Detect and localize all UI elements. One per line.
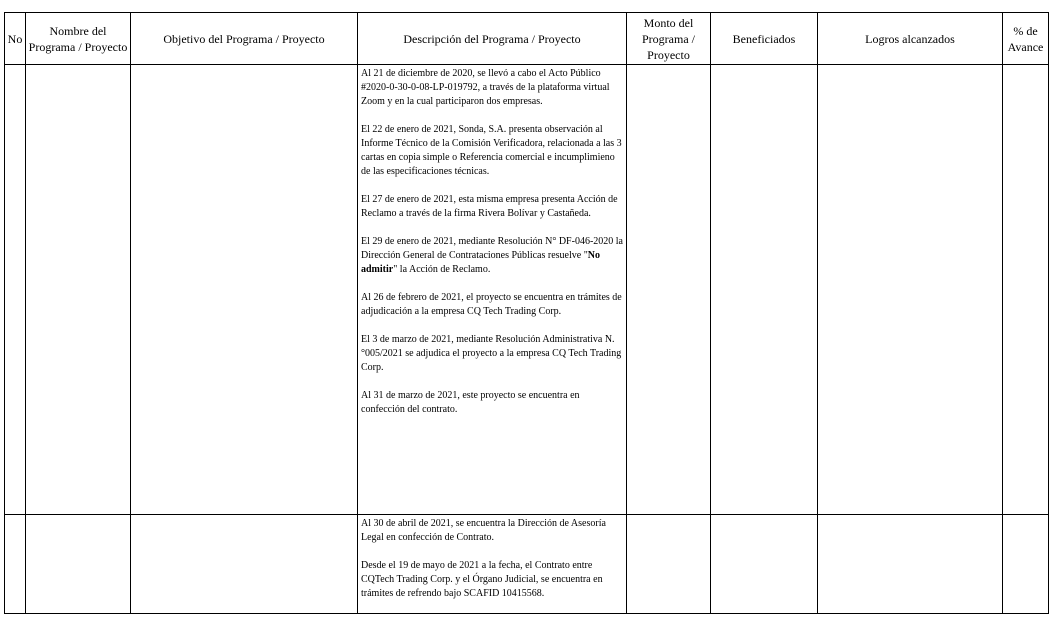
cell-logros xyxy=(818,515,1003,614)
cell-monto xyxy=(627,515,711,614)
cell-logros xyxy=(818,65,1003,515)
cell-objetivo xyxy=(131,515,358,614)
cell-nombre xyxy=(26,65,131,515)
header-descripcion: Descripción del Programa / Proyecto xyxy=(358,13,627,65)
description-paragraph: El 27 de enero de 2021, esta misma empresa presenta Acción de Reclamo a través de la firma Rivera Bolívar y Castañeda. xyxy=(361,194,618,219)
header-objetivo: Objetivo del Programa / Proyecto xyxy=(131,13,358,65)
description-text: El 29 de enero de 2021, mediante Resolución N° DF-046-2020 la Dirección General de Contrataciones Públicas resuelve " xyxy=(361,236,623,261)
cell-beneficiados xyxy=(711,515,818,614)
description-paragraph: El 3 de marzo de 2021, mediante Resolución Administrativa N.°005/2021 se adjudica el proyecto a la empresa CQ Tech Trading Corp. xyxy=(361,334,622,373)
cell-no xyxy=(5,515,26,614)
cell-beneficiados xyxy=(711,65,818,515)
table-row xyxy=(5,515,1049,614)
description-paragraph xyxy=(361,235,624,277)
header-logros: Logros alcanzados xyxy=(818,13,1003,65)
description-paragraph: Al 30 de abril de 2021, se encuentra la Dirección de Asesoría Legal en confección de Contrato. xyxy=(361,518,606,543)
cell-no xyxy=(5,65,26,515)
cell-avance xyxy=(1003,65,1049,515)
cell-descripcion xyxy=(358,515,627,614)
description-bold-text: No admitir xyxy=(361,250,601,275)
table-header-row xyxy=(5,13,1049,65)
description-paragraph: Al 26 de febrero de 2021, el proyecto se encuentra en trámites de adjudicación a la empresa CQ Tech Trading Corp. xyxy=(361,292,622,317)
cell-descripcion xyxy=(358,65,627,515)
description-text: " la Acción de Reclamo. xyxy=(393,264,491,275)
description-paragraph: Desde el 19 de mayo de 2021 a la fecha, el Contrato entre CQTech Trading Corp. y el Órgano Judicial, se encuentra en trámites de refrendo bajo SCAFID 10415568. xyxy=(361,560,603,599)
description-paragraph: Al 31 de marzo de 2021, este proyecto se encuentra en confección del contrato. xyxy=(361,390,580,415)
cell-monto xyxy=(627,65,711,515)
header-beneficiados: Beneficiados xyxy=(711,13,818,65)
cell-objetivo xyxy=(131,65,358,515)
cell-avance xyxy=(1003,515,1049,614)
description-paragraph: El 22 de enero de 2021, Sonda, S.A. presenta observación al Informe Técnico de la Comisión Verificadora, relacionada a las 3 cartas en copia simple o Referencia comercial e incumplimieno de las especificaciones técnicas. xyxy=(361,124,622,177)
header-nombre: Nombre del Programa / Proyecto xyxy=(26,13,131,65)
header-avance: % de Avance xyxy=(1003,13,1049,65)
cell-nombre xyxy=(26,515,131,614)
header-no: No xyxy=(5,13,26,65)
table-row xyxy=(5,65,1049,515)
header-monto: Monto del Programa / Proyecto xyxy=(627,13,711,65)
description-paragraph: Al 21 de diciembre de 2020, se llevó a cabo el Acto Público #2020-0-30-0-08-LP-019792, a través de la plataforma virtual Zoom y en la cual participaron dos empresas. xyxy=(361,68,610,107)
progress-table xyxy=(4,12,1049,614)
